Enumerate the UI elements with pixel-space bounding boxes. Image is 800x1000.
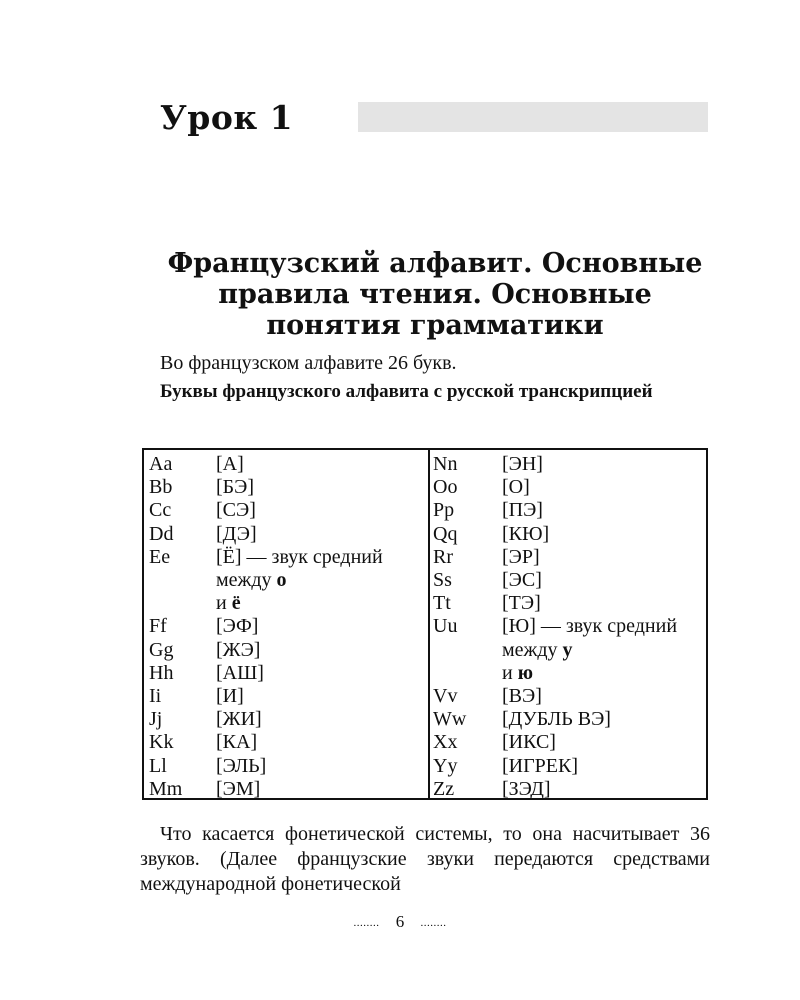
letter-pair: Ee [149, 545, 171, 568]
transcription: [ЭР] [502, 545, 540, 568]
alphabet-row [144, 546, 428, 616]
alphabet-row [144, 662, 428, 685]
alphabet-row [144, 685, 428, 708]
letter-pair: Aa [149, 453, 173, 475]
chapter-title-line: правила чтения. Основные [218, 279, 652, 310]
transcription-text: [Ё] — звук средний между [216, 545, 383, 592]
alphabet-row [430, 685, 708, 708]
alphabet-row [430, 592, 708, 615]
conjunction: и [216, 592, 227, 615]
transcription [502, 615, 707, 685]
transcription [216, 546, 421, 616]
letter-pair: Dd [149, 522, 174, 545]
letter-pair: Uu [433, 615, 458, 638]
letter-pair: Ww [433, 708, 467, 731]
transcription: [БЭ] [216, 476, 255, 499]
transcription: [ИКС] [502, 731, 556, 754]
letter-pair: Ss [433, 569, 452, 592]
transcription: [ЖИ] [216, 708, 262, 731]
alphabet-row [430, 523, 708, 546]
alphabet-row [144, 476, 428, 499]
transcription: [ЭМ] [216, 777, 261, 800]
vowel-bold: ё [231, 592, 241, 615]
alphabet-row [430, 731, 708, 754]
letter-pair: Bb [149, 476, 173, 499]
transcription: [ВЭ] [502, 685, 542, 708]
alphabet-row [144, 639, 428, 662]
letter-pair: Mm [149, 777, 183, 800]
letter-pair: Cc [149, 499, 172, 522]
letter-pair: Qq [433, 522, 458, 545]
transcription: [КЮ] [502, 522, 550, 545]
alphabet-row [144, 453, 428, 476]
chapter-title-line: понятия грамматики [266, 310, 604, 341]
alphabet-row [430, 778, 708, 801]
vowel-bold: у [562, 638, 573, 661]
transcription: [О] [502, 476, 530, 499]
transcription: [ИГРЕК] [502, 754, 579, 777]
letter-pair: Jj [149, 708, 163, 731]
letter-pair: Tt [433, 592, 451, 615]
transcription: [ЭС] [502, 569, 542, 592]
letter-pair: Vv [433, 685, 458, 708]
table-caption: Буквы французского алфавита с русской транскрипцией [160, 381, 653, 402]
letter-pair: Ll [149, 754, 167, 777]
alphabet-row [430, 708, 708, 731]
alphabet-row [430, 615, 708, 685]
alphabet-row [144, 708, 428, 731]
alphabet-column-left [144, 453, 428, 801]
footer-dots-right: ........ [420, 917, 447, 930]
conjunction: и [502, 661, 513, 684]
footer-dots-left: ........ [353, 917, 380, 930]
alphabet-row [430, 476, 708, 499]
body-paragraph: Что касается фонетической системы, то она насчитывает 36 звуков. (Далее французские звуки передаются средствами международной фонетической [140, 823, 710, 895]
alphabet-row [144, 755, 428, 778]
transcription: [ЖЭ] [216, 638, 261, 661]
page-number: 6 [395, 912, 405, 931]
letter-pair: Xx [433, 731, 458, 754]
transcription-text: [Ю] — звук средний между [502, 615, 678, 661]
letter-pair: Kk [149, 731, 174, 754]
alphabet-row [144, 499, 428, 522]
alphabet-table [142, 448, 708, 800]
transcription: [ДЭ] [216, 522, 257, 545]
transcription: [СЭ] [216, 499, 256, 522]
alphabet-row [144, 731, 428, 754]
alphabet-row [430, 546, 708, 569]
alphabet-row [430, 569, 708, 592]
intro-text: Во французском алфавите 26 букв. [160, 352, 457, 374]
letter-pair: Zz [433, 777, 455, 800]
transcription: [ТЭ] [502, 592, 541, 615]
alphabet-row [430, 755, 708, 778]
transcription: [ЭН] [502, 453, 543, 475]
chapter-title [140, 248, 730, 341]
transcription: [ЭФ] [216, 615, 259, 638]
alphabet-row [144, 523, 428, 546]
letter-pair: Yy [433, 754, 458, 777]
transcription: [КА] [216, 731, 258, 754]
transcription: [ПЭ] [502, 499, 543, 522]
transcription: [И] [216, 685, 244, 708]
letter-pair: Ff [149, 615, 167, 638]
alphabet-row [430, 453, 708, 476]
alphabet-row [430, 499, 708, 522]
transcription: [ДУБЛЬ ВЭ] [502, 708, 611, 731]
transcription: [ЭЛЬ] [216, 754, 267, 777]
letter-pair: Pp [433, 499, 455, 522]
letter-pair: Nn [433, 453, 458, 475]
lesson-title: Урок 1 [160, 98, 294, 137]
letter-pair: Hh [149, 661, 174, 684]
letter-pair: Gg [149, 638, 174, 661]
chapter-title-line: Французский алфавит. Основные [167, 248, 703, 279]
page-footer [0, 912, 800, 932]
vowel-bold: ю [517, 661, 533, 684]
alphabet-row [144, 778, 428, 801]
transcription: [АШ] [216, 661, 264, 684]
transcription: [ЗЭД] [502, 777, 551, 800]
letter-pair: Oo [433, 476, 458, 499]
alphabet-row [144, 615, 428, 638]
letter-pair: Rr [433, 545, 453, 568]
transcription: [А] [216, 453, 244, 475]
letter-pair: Ii [149, 685, 162, 708]
vowel-bold: о [276, 569, 287, 592]
lesson-title-bar [358, 102, 708, 132]
alphabet-column-right [430, 453, 708, 801]
